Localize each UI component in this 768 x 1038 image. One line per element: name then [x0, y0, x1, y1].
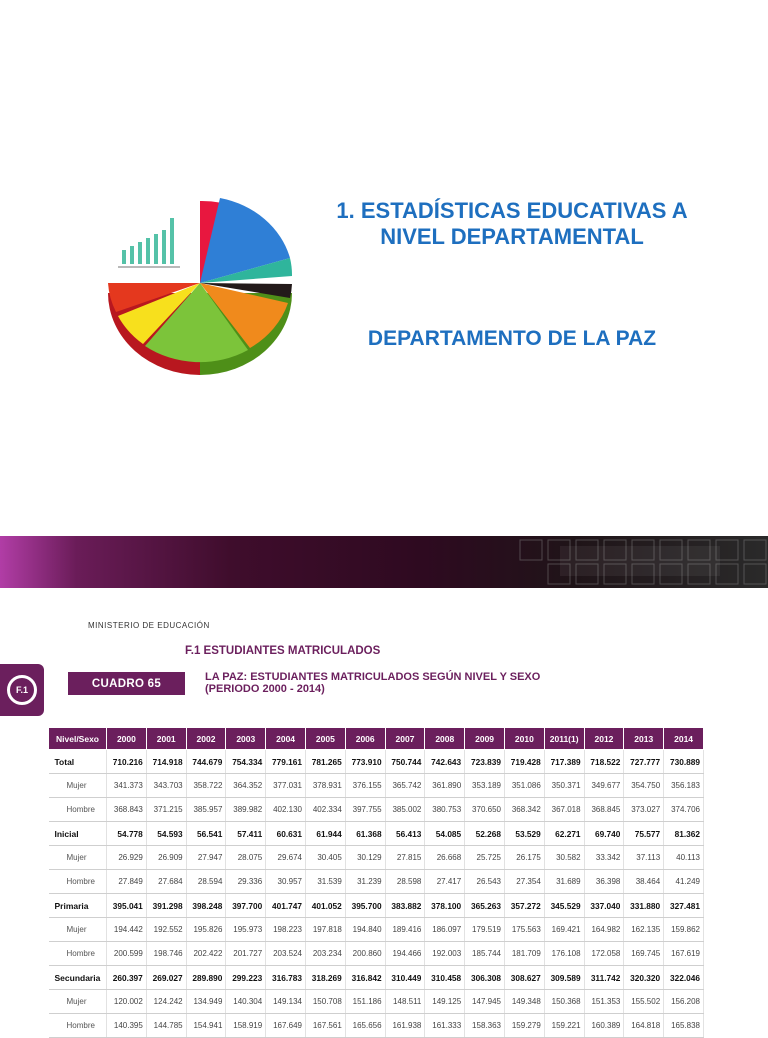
table-cell: 62.271 [544, 822, 584, 846]
table-cell: 26.668 [425, 846, 465, 870]
row-label: Mujer [49, 774, 107, 798]
table-cell: 337.040 [584, 894, 624, 918]
table-cell: 367.018 [544, 798, 584, 822]
table-cell: 260.397 [107, 966, 147, 990]
table-cell: 81.362 [664, 822, 704, 846]
table-cell: 54.085 [425, 822, 465, 846]
table-cell: 198.223 [266, 918, 306, 942]
table-cell: 200.860 [345, 942, 385, 966]
table-cell: 391.298 [146, 894, 186, 918]
table-cell: 378.100 [425, 894, 465, 918]
table-row [49, 870, 704, 894]
table-cell: 203.524 [266, 942, 306, 966]
table-cell: 26.909 [146, 846, 186, 870]
table-cell: 742.643 [425, 750, 465, 774]
table-cell: 195.973 [226, 918, 266, 942]
table-cell: 316.783 [266, 966, 306, 990]
table-cell: 374.706 [664, 798, 704, 822]
table-cell: 175.563 [504, 918, 544, 942]
table-cell: 151.186 [345, 990, 385, 1014]
table-cell: 56.541 [186, 822, 226, 846]
table-cell: 165.656 [345, 1014, 385, 1038]
chapter-title-line2: NIVEL DEPARTAMENTAL [380, 224, 644, 249]
table-cell: 26.543 [465, 870, 505, 894]
table-cell: 69.740 [584, 822, 624, 846]
row-label: Total [49, 750, 107, 774]
table-row [49, 894, 704, 918]
table-cell: 306.308 [465, 966, 505, 990]
table-cell: 27.354 [504, 870, 544, 894]
row-label: Secundaria [49, 966, 107, 990]
table-cell: 27.684 [146, 870, 186, 894]
chapter-title-line1: 1. ESTADÍSTICAS EDUCATIVAS A [336, 198, 688, 223]
table-cell: 200.599 [107, 942, 147, 966]
table-cell: 26.929 [107, 846, 147, 870]
table-cell: 53.529 [504, 822, 544, 846]
table-cell: 124.242 [146, 990, 186, 1014]
cuadro-title [205, 671, 540, 695]
row-label: Hombre [49, 1014, 107, 1038]
table-cell: 149.134 [266, 990, 306, 1014]
table-cell: 162.135 [624, 918, 664, 942]
table-cell: 401.747 [266, 894, 306, 918]
table-cell: 189.416 [385, 918, 425, 942]
table-cell: 192.552 [146, 918, 186, 942]
table-cell: 192.003 [425, 942, 465, 966]
table-cell: 714.918 [146, 750, 186, 774]
table-cell: 368.342 [504, 798, 544, 822]
table-cell: 61.944 [305, 822, 345, 846]
table-cell: 727.777 [624, 750, 664, 774]
table-cell: 385.002 [385, 798, 425, 822]
table-cell: 203.234 [305, 942, 345, 966]
table-cell: 345.529 [544, 894, 584, 918]
chapter-title [312, 198, 712, 250]
table-cell: 378.931 [305, 774, 345, 798]
grid-pattern-icon [0, 536, 768, 588]
cuadro-badge: CUADRO 65 [68, 672, 185, 695]
table-cell: 159.862 [664, 918, 704, 942]
table-cell: 316.842 [345, 966, 385, 990]
table-cell: 377.031 [266, 774, 306, 798]
table-header-year: 2005 [305, 728, 345, 750]
table-header-year: 2006 [345, 728, 385, 750]
table-cell: 60.631 [266, 822, 306, 846]
table-cell: 357.272 [504, 894, 544, 918]
table-cell: 185.744 [465, 942, 505, 966]
table-cell: 169.745 [624, 942, 664, 966]
table-row [49, 942, 704, 966]
table-cell: 29.336 [226, 870, 266, 894]
enrollment-table [48, 727, 704, 1038]
table-cell: 723.839 [465, 750, 505, 774]
table-cell: 164.982 [584, 918, 624, 942]
table-header-year: 2003 [226, 728, 266, 750]
table-cell: 169.421 [544, 918, 584, 942]
table-cell: 744.679 [186, 750, 226, 774]
table-cell: 402.130 [266, 798, 306, 822]
table-cell: 354.750 [624, 774, 664, 798]
ministry-header: MINISTERIO DE EDUCACIÓN [88, 621, 210, 630]
table-header-year: 2007 [385, 728, 425, 750]
table-cell: 202.422 [186, 942, 226, 966]
table-cell: 327.481 [664, 894, 704, 918]
table-cell: 38.464 [624, 870, 664, 894]
table-cell: 40.113 [664, 846, 704, 870]
table-cell: 151.353 [584, 990, 624, 1014]
section-tab [0, 664, 44, 716]
table-row [49, 822, 704, 846]
table-cell: 365.263 [465, 894, 505, 918]
table-cell: 29.674 [266, 846, 306, 870]
table-cell: 149.348 [504, 990, 544, 1014]
pie-chart-icon [100, 188, 300, 378]
table-cell: 27.947 [186, 846, 226, 870]
table-cell: 397.755 [345, 798, 385, 822]
table-cell: 28.594 [186, 870, 226, 894]
table-cell: 717.389 [544, 750, 584, 774]
table-cell: 25.725 [465, 846, 505, 870]
table-header-year: 2010 [504, 728, 544, 750]
table-cell: 341.373 [107, 774, 147, 798]
table-row [49, 798, 704, 822]
table-cell: 194.840 [345, 918, 385, 942]
table-cell: 164.818 [624, 1014, 664, 1038]
table-cell: 322.046 [664, 966, 704, 990]
table-cell: 197.818 [305, 918, 345, 942]
row-label: Mujer [49, 846, 107, 870]
table-cell: 31.539 [305, 870, 345, 894]
table-header-year: 2013 [624, 728, 664, 750]
row-label: Inicial [49, 822, 107, 846]
table-cell: 754.334 [226, 750, 266, 774]
cuadro-title-line1: LA PAZ: ESTUDIANTES MATRICULADOS SEGÚN NIVEL Y SEXO [205, 671, 541, 683]
table-cell: 353.189 [465, 774, 505, 798]
table-cell: 134.949 [186, 990, 226, 1014]
table-cell: 27.417 [425, 870, 465, 894]
table-cell: 150.708 [305, 990, 345, 1014]
table-cell: 160.389 [584, 1014, 624, 1038]
table-cell: 398.248 [186, 894, 226, 918]
table-header-year: 2000 [107, 728, 147, 750]
table-cell: 309.589 [544, 966, 584, 990]
row-label: Mujer [49, 918, 107, 942]
table-cell: 395.700 [345, 894, 385, 918]
table-cell: 148.511 [385, 990, 425, 1014]
row-label: Primaria [49, 894, 107, 918]
table-row [49, 1014, 704, 1038]
table-row [49, 990, 704, 1014]
table-cell: 159.279 [504, 1014, 544, 1038]
table-cell: 402.334 [305, 798, 345, 822]
table-cell: 31.689 [544, 870, 584, 894]
row-label: Mujer [49, 990, 107, 1014]
table-cell: 385.957 [186, 798, 226, 822]
table-cell: 52.268 [465, 822, 505, 846]
f1-ring-icon [7, 675, 37, 705]
table-cell: 28.598 [385, 870, 425, 894]
table-cell: 179.519 [465, 918, 505, 942]
section-title: F.1 ESTUDIANTES MATRICULADOS [185, 645, 381, 657]
table-cell: 28.075 [226, 846, 266, 870]
table-cell: 75.577 [624, 822, 664, 846]
table-cell: 368.845 [584, 798, 624, 822]
table-cell: 310.449 [385, 966, 425, 990]
table-cell: 158.363 [465, 1014, 505, 1038]
table-cell: 198.746 [146, 942, 186, 966]
table-cell: 320.320 [624, 966, 664, 990]
table-cell: 150.368 [544, 990, 584, 1014]
table-cell: 156.208 [664, 990, 704, 1014]
table-cell: 395.041 [107, 894, 147, 918]
table-cell: 186.097 [425, 918, 465, 942]
department-title: DEPARTAMENTO DE LA PAZ [367, 327, 657, 350]
table-cell: 349.677 [584, 774, 624, 798]
table-cell: 730.889 [664, 750, 704, 774]
table-cell: 773.910 [345, 750, 385, 774]
row-label: Hombre [49, 942, 107, 966]
cuadro-title-line2: (PERIODO 2000 - 2014) [205, 683, 325, 695]
row-label: Hombre [49, 870, 107, 894]
table-cell: 201.727 [226, 942, 266, 966]
table-header-label: Nivel/Sexo [49, 728, 107, 750]
table-cell: 401.052 [305, 894, 345, 918]
section-tab-label: F.1 [15, 685, 28, 695]
table-cell: 165.838 [664, 1014, 704, 1038]
table-cell: 33.342 [584, 846, 624, 870]
table-cell: 158.919 [226, 1014, 266, 1038]
table-cell: 167.561 [305, 1014, 345, 1038]
table-cell: 397.700 [226, 894, 266, 918]
table-cell: 155.502 [624, 990, 664, 1014]
table-header-year: 2008 [425, 728, 465, 750]
table-header-year: 2009 [465, 728, 505, 750]
table-cell: 195.826 [186, 918, 226, 942]
table-cell: 30.129 [345, 846, 385, 870]
table-cell: 140.304 [226, 990, 266, 1014]
table-cell: 351.086 [504, 774, 544, 798]
table-cell: 779.161 [266, 750, 306, 774]
table-cell: 144.785 [146, 1014, 186, 1038]
table-header-year: 2002 [186, 728, 226, 750]
table-cell: 389.982 [226, 798, 266, 822]
table-cell: 194.442 [107, 918, 147, 942]
table-cell: 41.249 [664, 870, 704, 894]
table-cell: 30.405 [305, 846, 345, 870]
table-header-year: 2014 [664, 728, 704, 750]
table-cell: 30.582 [544, 846, 584, 870]
table-cell: 364.352 [226, 774, 266, 798]
table-cell: 56.413 [385, 822, 425, 846]
table-cell: 27.849 [107, 870, 147, 894]
table-cell: 161.938 [385, 1014, 425, 1038]
table-cell: 750.744 [385, 750, 425, 774]
table-cell: 31.239 [345, 870, 385, 894]
table-header-year: 2004 [266, 728, 306, 750]
table-cell: 299.223 [226, 966, 266, 990]
table-cell: 368.843 [107, 798, 147, 822]
table-cell: 376.155 [345, 774, 385, 798]
table-cell: 172.058 [584, 942, 624, 966]
table-cell: 57.411 [226, 822, 266, 846]
table-cell: 718.522 [584, 750, 624, 774]
table-cell: 371.215 [146, 798, 186, 822]
table-cell: 361.890 [425, 774, 465, 798]
table-cell: 194.466 [385, 942, 425, 966]
table-cell: 30.957 [266, 870, 306, 894]
table-cell: 167.619 [664, 942, 704, 966]
table-cell: 331.880 [624, 894, 664, 918]
table-cell: 36.398 [584, 870, 624, 894]
decorative-banner [0, 536, 768, 588]
table-cell: 120.002 [107, 990, 147, 1014]
table-cell: 383.882 [385, 894, 425, 918]
table-cell: 289.890 [186, 966, 226, 990]
table-cell: 710.216 [107, 750, 147, 774]
table-cell: 154.941 [186, 1014, 226, 1038]
table-cell: 365.742 [385, 774, 425, 798]
table-cell: 373.027 [624, 798, 664, 822]
table-row [49, 846, 704, 870]
table-cell: 161.333 [425, 1014, 465, 1038]
table-row [49, 750, 704, 774]
table-row [49, 774, 704, 798]
row-label: Hombre [49, 798, 107, 822]
table-cell: 149.125 [425, 990, 465, 1014]
table-cell: 350.371 [544, 774, 584, 798]
table-cell: 380.753 [425, 798, 465, 822]
table-header-year: 2001 [146, 728, 186, 750]
table-cell: 370.650 [465, 798, 505, 822]
table-cell: 318.269 [305, 966, 345, 990]
table-cell: 54.593 [146, 822, 186, 846]
table-cell: 181.709 [504, 942, 544, 966]
table-cell: 719.428 [504, 750, 544, 774]
table-header-year: 2011(1) [544, 728, 584, 750]
table-cell: 781.265 [305, 750, 345, 774]
table-cell: 358.722 [186, 774, 226, 798]
table-cell: 37.113 [624, 846, 664, 870]
table-cell: 147.945 [465, 990, 505, 1014]
table-row [49, 966, 704, 990]
table-cell: 343.703 [146, 774, 186, 798]
table-cell: 140.395 [107, 1014, 147, 1038]
table-cell: 26.175 [504, 846, 544, 870]
table-cell: 27.815 [385, 846, 425, 870]
table-cell: 308.627 [504, 966, 544, 990]
table-cell: 159.221 [544, 1014, 584, 1038]
table-cell: 269.027 [146, 966, 186, 990]
table-header-year: 2012 [584, 728, 624, 750]
table-cell: 61.368 [345, 822, 385, 846]
table-cell: 310.458 [425, 966, 465, 990]
table-header-row [49, 728, 704, 750]
table-cell: 356.183 [664, 774, 704, 798]
table-cell: 167.649 [266, 1014, 306, 1038]
table-row [49, 918, 704, 942]
table-cell: 311.742 [584, 966, 624, 990]
table-cell: 54.778 [107, 822, 147, 846]
table-cell: 176.108 [544, 942, 584, 966]
